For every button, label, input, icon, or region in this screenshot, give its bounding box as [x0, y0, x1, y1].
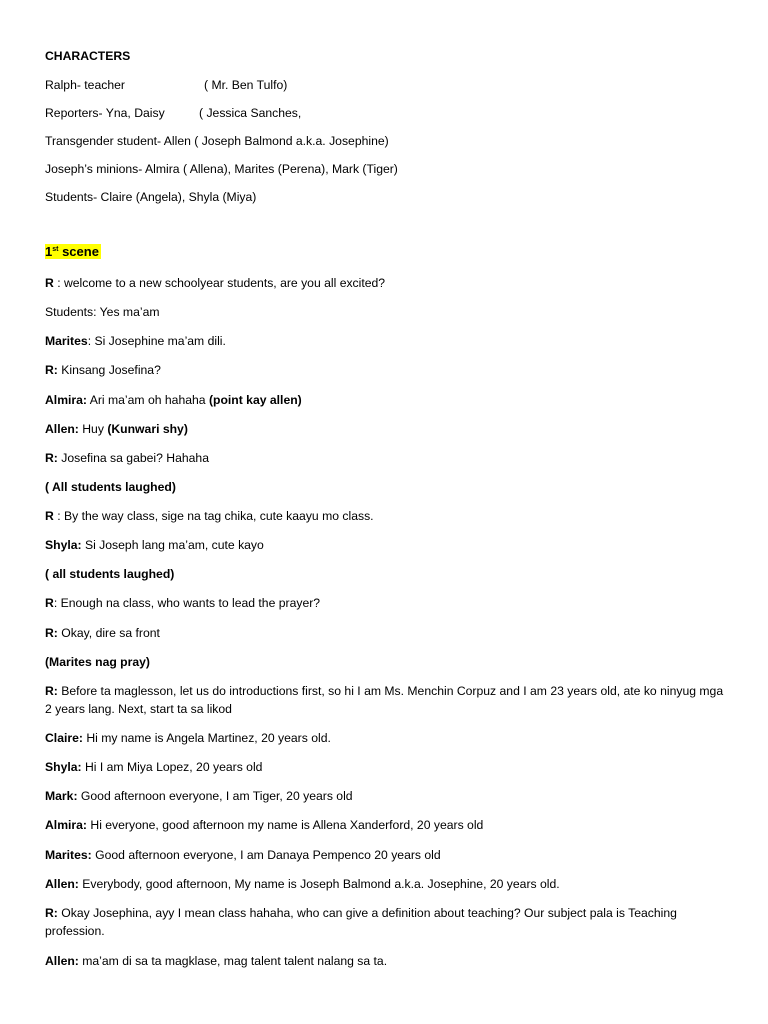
speaker-name: Shyla:	[45, 538, 82, 552]
dialogue-text: : By the way class, sige na tag chika, cute kaayu mo class.	[53, 509, 374, 523]
speaker-name: R	[45, 276, 54, 290]
speaker-name: Almira:	[45, 393, 87, 407]
character-row-minions: Joseph’s minions- Almira ( Allena), Marites (Perena), Mark (Tiger)	[45, 162, 398, 176]
stage-direction: (point kay allen)	[208, 393, 302, 407]
speaker-name: R:	[45, 684, 58, 698]
speaker-name: Mark:	[45, 789, 78, 803]
speaker-name: R:	[45, 451, 58, 465]
speaker-name: R:	[45, 363, 58, 377]
script-line	[45, 682, 725, 718]
script-line	[45, 391, 302, 409]
stage-direction: ( all students laughed)	[45, 567, 175, 581]
scene-highlight	[45, 244, 101, 259]
script-line	[45, 303, 160, 321]
dialogue-text: : Si Josephine ma’am dili.	[87, 334, 226, 348]
dialogue-text: Good afternoon everyone, I am Tiger, 20 years old	[77, 789, 353, 803]
dialogue-text: Students: Yes ma’am	[45, 305, 160, 319]
scene-number: 1	[45, 244, 53, 259]
dialogue-text: Ari ma’am oh hahaha	[87, 393, 209, 407]
speaker-name: Allen:	[45, 954, 79, 968]
dialogue-text: Hi my name is Angela Martinez, 20 years old.	[82, 731, 331, 745]
scene-ordinal-suffix: st	[52, 246, 59, 253]
speaker-name: R:	[45, 906, 58, 920]
script-line	[45, 624, 160, 642]
character-row-teacher	[45, 76, 745, 94]
speaker-name: Allen:	[45, 422, 79, 436]
speaker-name: R:	[45, 626, 58, 640]
speaker-name: Marites:	[45, 848, 92, 862]
script-line	[45, 758, 262, 776]
dialogue-text: Good afternoon everyone, I am Danaya Pempenco 20 years old	[91, 848, 441, 862]
script-line	[45, 507, 374, 525]
script-line	[45, 787, 353, 805]
character-role: Reporters- Yna, Daisy	[45, 106, 165, 120]
script-line	[45, 952, 387, 970]
script-line	[45, 875, 560, 893]
dialogue-text: Kinsang Josefina?	[57, 363, 161, 377]
dialogue-text: Before ta maglesson, let us do introductions first, so hi I am Ms. Menchin Corpuz and I am 23 years old, ate ko ninyug mga 2 years lang. Next, start ta sa likod	[45, 684, 724, 716]
script-line	[45, 816, 483, 834]
script-line	[45, 449, 209, 467]
script-line	[45, 729, 331, 747]
speaker-name: R	[45, 596, 54, 610]
characters-heading: CHARACTERS	[45, 49, 131, 63]
character-row-reporters	[45, 104, 745, 122]
character-actor: ( Jessica Sanches,	[199, 106, 302, 120]
dialogue-text: Huy	[78, 422, 108, 436]
dialogue-text: Si Joseph lang ma’am, cute kayo	[81, 538, 264, 552]
stage-direction: (Marites nag pray)	[45, 655, 150, 669]
character-actor: ( Mr. Ben Tulfo)	[204, 78, 288, 92]
dialogue-text: : welcome to a new schoolyear students, are you all excited?	[53, 276, 386, 290]
dialogue-text: Hi everyone, good afternoon my name is Allena Xanderford, 20 years old	[87, 818, 484, 832]
stage-direction: (Kunwari shy)	[107, 422, 188, 436]
script-line	[45, 904, 725, 940]
dialogue-text: Okay, dire sa front	[57, 626, 160, 640]
dialogue-text: Hi I am Miya Lopez, 20 years old	[81, 760, 263, 774]
dialogue-text: Everybody, good afternoon, My name is Joseph Balmond a.k.a. Josephine, 20 years old.	[78, 877, 560, 891]
speaker-name: Almira:	[45, 818, 87, 832]
scene-heading	[45, 243, 101, 261]
script-line	[45, 846, 441, 864]
speaker-name: Shyla:	[45, 760, 82, 774]
dialogue-text: Josefina sa gabei? Hahaha	[57, 451, 209, 465]
dialogue-text: ma’am di sa ta magklase, mag talent talent nalang sa ta.	[78, 954, 388, 968]
speaker-name: R	[45, 509, 54, 523]
script-line	[45, 594, 320, 612]
speaker-name: Claire:	[45, 731, 83, 745]
script-line	[45, 536, 264, 554]
speaker-name: Marites	[45, 334, 88, 348]
dialogue-text: : Enough na class, who wants to lead the prayer?	[53, 596, 321, 610]
speaker-name: Allen:	[45, 877, 79, 891]
character-row-transgender-student: Transgender student- Allen ( Joseph Balmond a.k.a. Josephine)	[45, 134, 389, 148]
script-line	[45, 361, 161, 379]
script-line	[45, 274, 385, 292]
script-line	[45, 420, 188, 438]
scene-label: scene	[58, 244, 99, 259]
stage-direction: ( All students laughed)	[45, 480, 176, 494]
script-line	[45, 332, 226, 350]
character-row-students: Students- Claire (Angela), Shyla (Miya)	[45, 190, 257, 204]
dialogue-text: Okay Josephina, ayy I mean class hahaha, who can give a definition about teaching? Our subject pala is Teaching profession.	[45, 906, 677, 938]
character-role: Ralph- teacher	[45, 78, 125, 92]
